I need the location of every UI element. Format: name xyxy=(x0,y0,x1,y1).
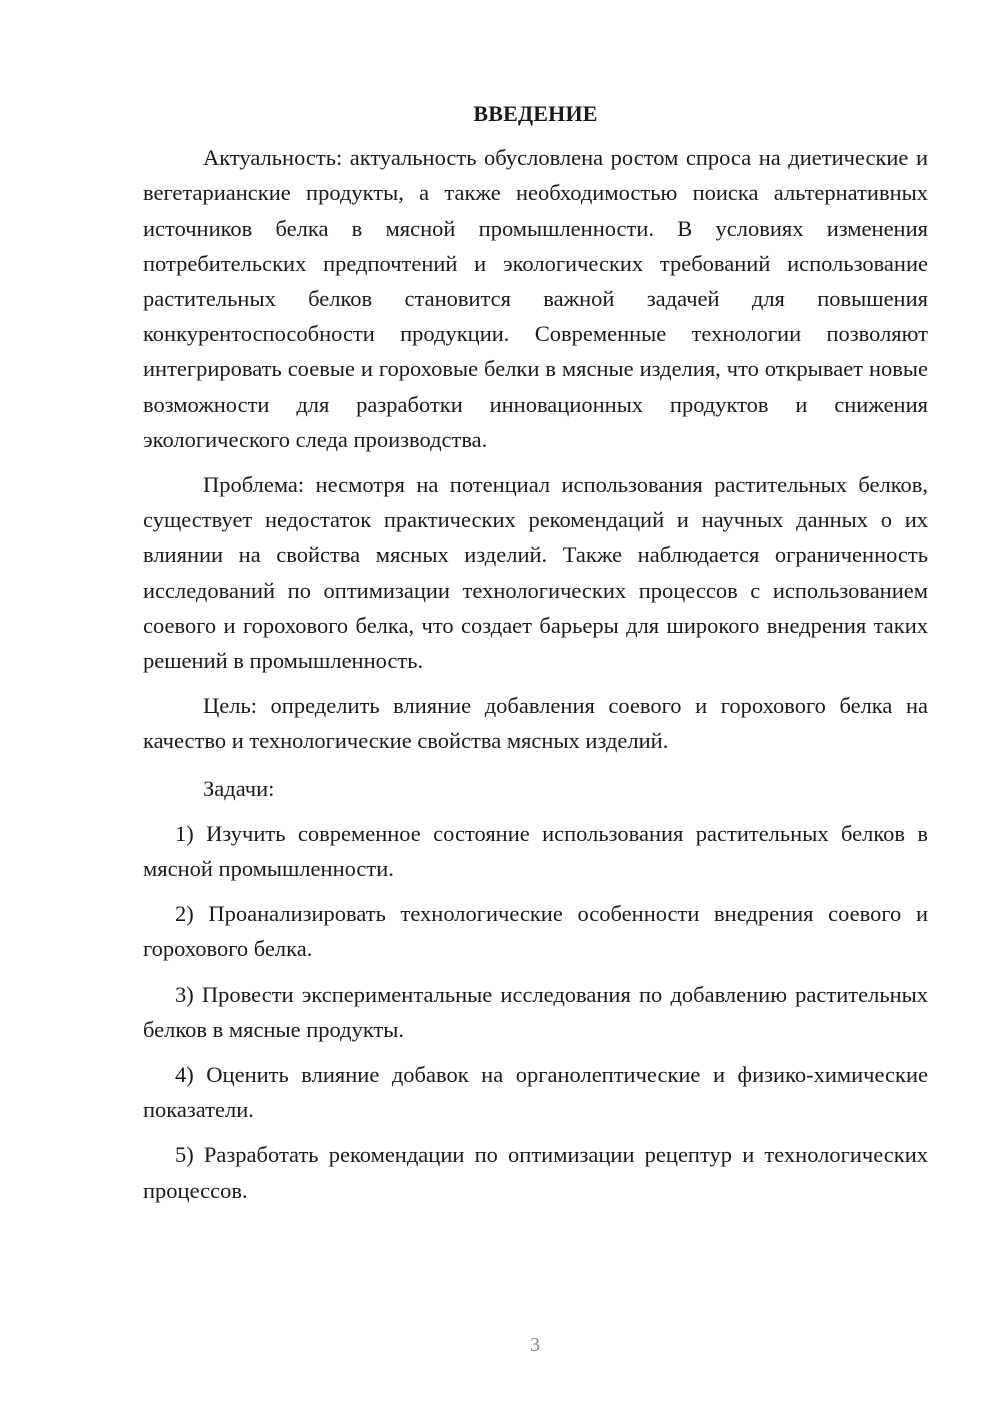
paragraph-goal: Цель: определить влияние добавления соевого и горохового белка на качество и технологические свойства мясных изделий. xyxy=(143,693,928,754)
tasks-label: Задачи: xyxy=(203,775,275,801)
page-number: 3 xyxy=(530,1334,540,1356)
page-content xyxy=(143,96,928,1208)
paragraph-relevance: Актуальность: актуальность обусловлена ростом спроса на диетические и вегетарианские продукты, а также необходимостью поиска альтернативных источников белка в мясной промышленности. В условиях изменения потребительских предпочтений и экологических требований использование растительных белков становится важной задачей для повышения конкурентоспособности продукции. Современные технологии позволяют интегрировать соевые и гороховые белки в мясные изделия, что открывает новые возможности для разработки инновационных продуктов и снижения экологического следа производства. xyxy=(143,145,928,452)
task-item: 4) Оценить влияние добавок на органолептические и физико-химические показатели. xyxy=(143,1062,928,1123)
task-item: 2) Проанализировать технологические особенности внедрения соевого и горохового белка. xyxy=(143,901,928,962)
task-item: 1) Изучить современное состояние использования растительных белков в мясной промышленности. xyxy=(143,820,928,882)
task-item: 3) Провести экспериментальные исследования по добавлению растительных белков в мясные продукты. xyxy=(143,981,928,1042)
section-title: ВВЕДЕНИЕ xyxy=(473,101,598,126)
paragraph-problem: Проблема: несмотря на потенциал использования растительных белков, существует недостаток практических рекомендаций и научных данных о их влиянии на свойства мясных изделий. Также наблюдается ограниченность исследований по оптимизации технологических процессов с использованием соевого и горохового белка, что создает барьеры для широкого внедрения таких решений в промышленность. xyxy=(143,472,928,674)
task-item: 5) Разработать рекомендации по оптимизации рецептур и технологических процессов. xyxy=(143,1142,928,1203)
